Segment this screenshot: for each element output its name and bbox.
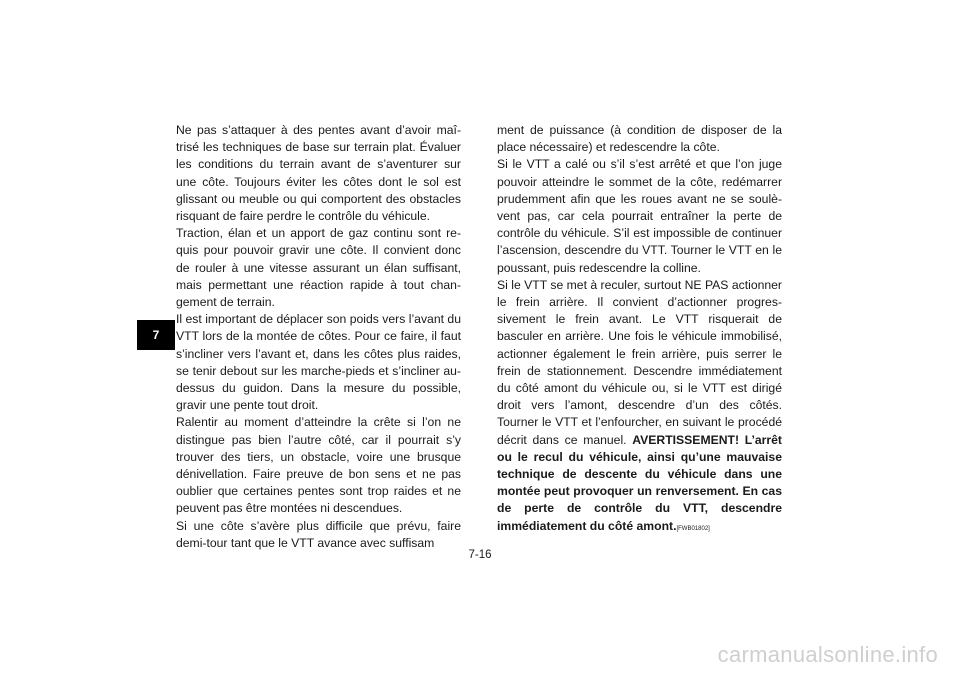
paragraph: Ne pas s’attaquer à des pentes avant d’avoir maîtrisé les techniques de base sur terrain plat. Évaluer les conditions du terrain avant de s’aventurer sur une côte. Toujours éviter les côtes dont le sol est glissant ou meuble ou qui comportent des obstacles risquant de faire perdre le contrôle du véhicule. <box>176 123 461 224</box>
paragraph-text: Si le VTT se met à reculer, surtout NE PAS actionner le frein arrière. Il convient d’actionner progressivement le frein avant. Le VTT risquerait de basculer en arrière. Une fois le véhicule immobilisé, actionner également le frein arrière, puis serrer le frein de stationnement. Descendre immédiatement du côté amont du véhicule ou, si le VTT est dirigé droit vers l’amont, descendre d’un des côtés. Tourner le VTT et l’enfourcher, en suivant le procédé décrit dans ce manuel. <box>497 277 782 447</box>
warning-paragraph <box>497 277 782 538</box>
chapter-tab: 7 <box>137 320 175 350</box>
paragraph: Traction, élan et un apport de gaz continu sont requis pour pouvoir gravir une côte. Il convient donc de rouler à une vitesse assurant un élan suffisant, mais permettant une réaction rapide à tout changement de terrain. <box>176 226 461 310</box>
paragraph: Ralentir au moment d’atteindre la crête si l’on ne distingue pas bien l’autre côté, car il pourrait s’y trouver des tiers, un obstacle, voire une brusque dénivellation. Faire preuve de bon sens et ne pas oublier que certaines pentes sont trop raides et ne peuvent pas être montées ni descendues. <box>176 415 461 516</box>
paragraph: ment de puissance (à condition de disposer de la place nécessaire) et redescendre la côte. <box>497 123 782 155</box>
paragraph: Si le VTT a calé ou s’il s’est arrêté et que l’on juge pouvoir atteindre le sommet de la côte, redémarrer prudemment afin que les roues avant ne se soulèvent pas, car cela pourrait entraîner la perte de contrôle du véhicule. S’il est impossible de continuer l’ascension, descendre du VTT. Tourner le VTT en le poussant, puis redescendre la colline. <box>497 157 782 275</box>
warning-label: AVERTISSEMENT! <box>632 432 740 447</box>
warning-code: [FWB01802] <box>676 525 710 532</box>
paragraph: Il est important de déplacer son poids vers l’avant du VTT lors de la montée de côtes. Pour ce faire, il faut s’incliner vers l’avant et, dans les côtes plus raides, se tenir debout sur les marche-pieds et s’incliner au-dessus du guidon. Dans la mesure du possible, gravir une pente tout droit. <box>176 312 461 413</box>
left-column <box>176 122 461 552</box>
right-column <box>497 122 782 538</box>
paragraph: Si une côte s’avère plus difficile que prévu, faire demi-tour tant que le VTT avance avec suffisam <box>176 518 461 550</box>
page-number: 7-16 <box>468 549 492 561</box>
watermark[interactable]: carmanualsonline.info <box>717 642 938 667</box>
warning-text: L’arrêt ou le recul du véhicule, ainsi qu’une mauvaise technique de descente du véhicule dans une montée peut provoquer un renversement. En cas de perte de contrôle du VTT, descendre immédiatement du côté amont. <box>497 432 782 533</box>
